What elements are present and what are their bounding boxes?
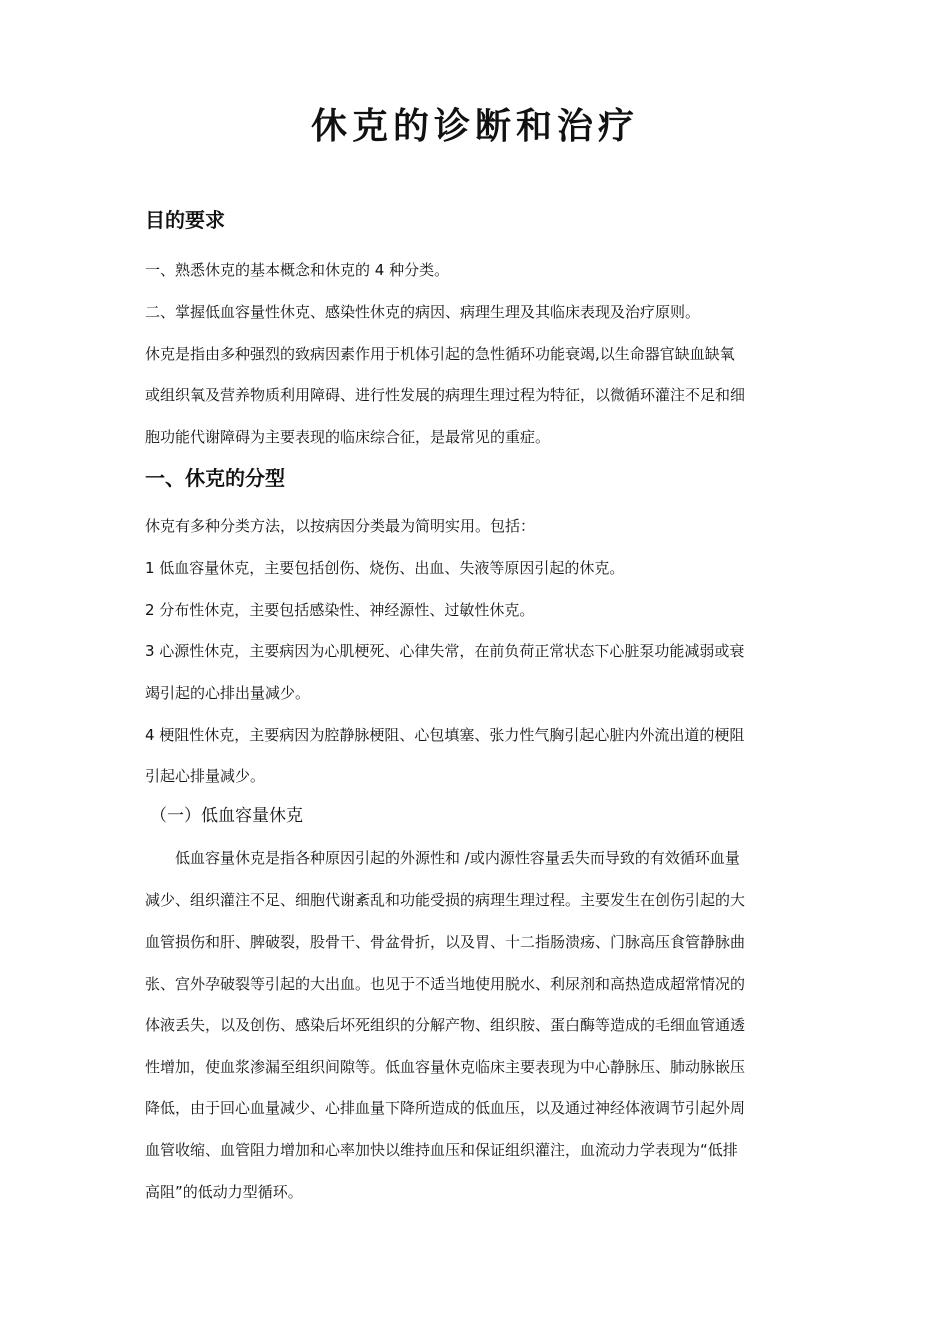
hypovolemic-paragraph-line: 体液丢失，以及创伤、感染后坏死组织的分解产物、组织胺、蛋白酶等造成的毛细血管通透 <box>145 1016 746 1034</box>
objective-item: 二、掌握低血容量性休克、感染性休克的病因、病理生理及其临床表现及治疗原则。 <box>145 303 701 321</box>
classification-heading: 一、休克的分型 <box>145 466 285 490</box>
hypovolemic-paragraph-line: 降低，由于回心血量减少、心排血量下降所造成的低血压，以及通过神经体液调节引起外周 <box>145 1099 746 1117</box>
definition-line: 休克是指由多种强烈的致病因素作用于机体引起的急性循环功能衰竭,以生命器官缺血缺氧 <box>145 345 735 363</box>
hypovolemic-paragraph-line: 张、宫外孕破裂等引起的大出血。也见于不适当地使用脱水、利尿剂和高热造成超常情况的 <box>145 975 746 993</box>
shock-type-item: 1 低血容量休克，主要包括创伤、烧伤、出血、失液等原因引起的休克。 <box>145 559 625 577</box>
shock-type-item: 引起心排量减少。 <box>145 767 266 785</box>
objective-item: 一、熟悉休克的基本概念和休克的 4 种分类。 <box>145 261 450 279</box>
shock-type-item: 4 梗阻性休克，主要病因为腔静脉梗阻、心包填塞、张力性气胸引起心脏内外流出道的梗阻 <box>145 726 745 744</box>
shock-type-item: 竭引起的心排出量减少。 <box>145 684 311 702</box>
hypovolemic-paragraph-line: 血管收缩、血管阻力增加和心率加快以维持血压和保证组织灌注，血流动力学表现为“低排 <box>145 1141 738 1159</box>
hypovolemic-paragraph-line: 低血容量休克是指各种原因引起的外源性和 /或内源性容量丢失而导致的有效循环血量 <box>145 849 740 867</box>
hypovolemic-paragraph-line: 高阻”的低动力型循环。 <box>145 1183 303 1201</box>
hypovolemic-paragraph-line: 减少、组织灌注不足、细胞代谢紊乱和功能受损的病理生理过程。主要发生在创伤引起的大 <box>145 891 746 909</box>
page-title: 休克的诊断和治疗 <box>310 105 639 147</box>
hypovolemic-heading: （一）低血容量休克 <box>150 806 303 826</box>
hypovolemic-paragraph-line: 性增加，使血浆渗漏至组织间隙等。低血容量休克临床主要表现为中心静脉压、肺动脉嵌压 <box>145 1058 746 1076</box>
shock-type-item: 2 分布性休克，主要包括感染性、神经源性、过敏性休克。 <box>145 601 535 619</box>
definition-line: 胞功能代谢障碍为主要表现的临床综合征，是最常见的重症。 <box>145 428 551 446</box>
objectives-heading: 目的要求 <box>145 208 225 232</box>
shock-type-item: 3 心源性休克，主要病因为心肌梗死、心律失常，在前负荷正常状态下心脏泵功能减弱或衰 <box>145 642 745 660</box>
classification-intro: 休克有多种分类方法，以按病因分类最为简明实用。包括： <box>145 517 536 535</box>
definition-line: 或组织氧及营养物质利用障碍、进行性发展的病理生理过程为特征，以微循环灌注不足和细 <box>145 386 746 404</box>
hypovolemic-paragraph-line: 血管损伤和肝、脾破裂，股骨干、骨盆骨折，以及胃、十二指肠溃疡、门脉高压食管静脉曲 <box>145 933 746 951</box>
